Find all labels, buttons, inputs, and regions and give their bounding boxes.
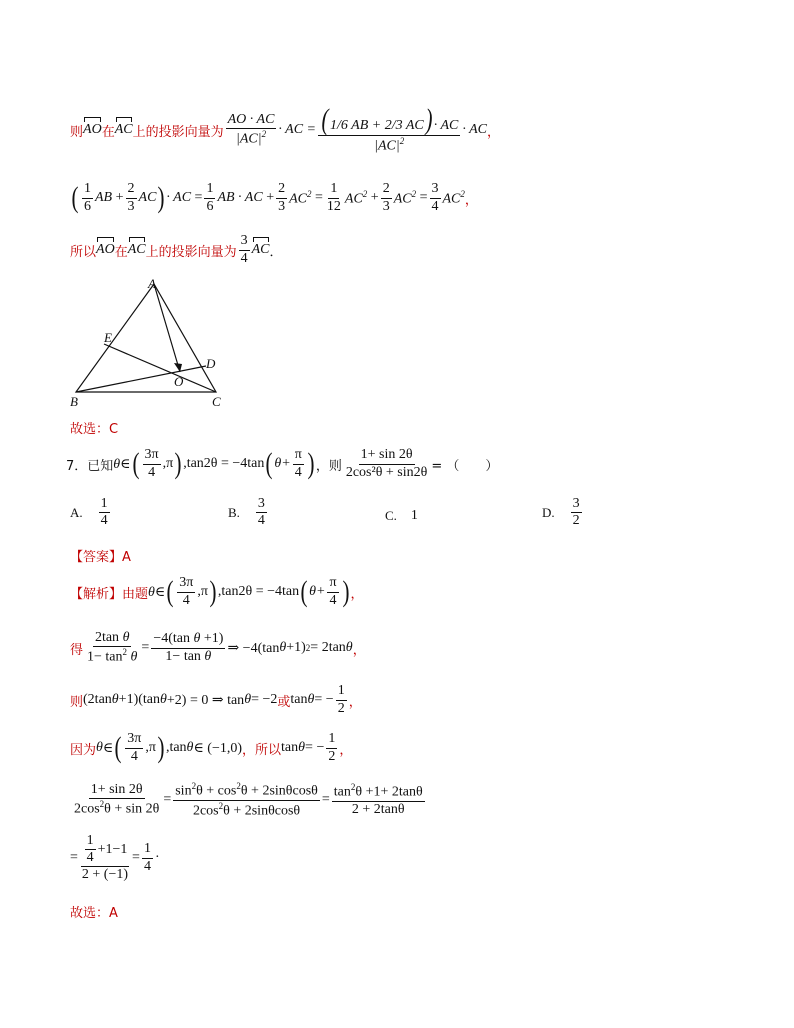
label-o: O [174, 374, 184, 389]
q7-blank: = （ ） [431, 458, 499, 474]
projection-prefix: 则 [70, 124, 84, 140]
conclusion-end: ． [269, 244, 283, 260]
q7-target-num: 1+ sin 2θ [359, 447, 415, 464]
q7-condition: θ∈ [113, 456, 131, 472]
label-d: D [206, 356, 216, 371]
analysis-line-4: 因为 θ ∈ ( $\frac{3\pi}{4}$ ,π ) ,tan θ ∈ (−1,0) ，所以 tan θ = − $\frac{1}{2}$ ， [70, 731, 353, 764]
analysis-tag: 【解析】由题 [70, 586, 149, 602]
label-a: A [148, 278, 156, 291]
option-d[interactable]: D. $\frac{3}{2}$ [542, 496, 580, 529]
coef-denominator: 4 [240, 250, 248, 266]
label-b: B [70, 394, 78, 409]
conclusion-post: 上的投影向量为 [145, 244, 237, 260]
q7-eq: ,tan2θ = −4tan [183, 456, 265, 471]
coef-numerator: 3 [239, 233, 250, 250]
projection-post: 上的投影向量为 [132, 124, 224, 140]
q7-pi-num: π [293, 447, 304, 464]
projection-end: ， [487, 124, 501, 140]
question-7: 7．已知 θ∈ ( $\frac{3\pi}{4}$ ,π ) ,tan2θ = −4tan ( θ+ $\frac{\pi}{4}$ ) ，则 $\frac{1+ \sin 2\theta}{\text{2cos²θ + sin2θ}}$ = （ ） [66, 447, 499, 480]
q7-theta-plus: θ+ [274, 456, 291, 471]
analysis-line-1: 【解析】由题 θ∈ ( $\frac{3\pi}{4}$ ,π ) ,tan2θ = −4tan ( θ+ $\frac{\pi}{4}$ ) ， [70, 575, 364, 608]
conclusion-vector-ac: AC [127, 242, 146, 257]
vector-ao: AO [83, 122, 102, 137]
projection-in: 在 [101, 124, 115, 140]
expansion-line: ( $\frac{1}{6}$ AB + $\frac{2}{3}$ AC ) · AC = $\frac{1}{6}$ AB · AC + $\frac{2}{3}$ $AC^2$ = $\frac{1}{12}$ $AC^2$ + $\frac{2}{3}$ $AC^2$ = $\frac{3}{4}$ $AC^2$ ， [71, 181, 478, 214]
label-e: E [104, 330, 112, 345]
analysis-line-2: 得 $\frac{\text{2tan θ}}{1- \tan^2 \theta}$ = $\frac{\text{−4(tan θ +1)}}{\text{1− tan θ}}$ ⇒ −4(tan θ +1) 2 = 2tan θ ， [70, 630, 366, 665]
segment-ec [104, 344, 216, 392]
q7-pi-den: 4 [294, 464, 302, 480]
projection-formula: $\frac{AO \cdot AC}{|AC|^2}$ · AC = $\frac{( 1/6 AB + 2/3 AC) \cdot AC}{|AC|^2}$ · AC [227, 103, 488, 154]
q7-frac-den: 4 [148, 464, 156, 480]
option-a[interactable]: A. $\frac{1}{4}$ [70, 496, 108, 529]
triangle-abc [76, 284, 216, 392]
conclusion-prefix: 所以 [70, 244, 97, 260]
analysis-line-5: $\frac{1+ \sin 2\theta}{2\cos^2\theta + \sin 2\theta}$ = $\frac{\sin^2\theta + \cos^2\theta + 2\sin\theta\cos\theta}{2\cos^2\theta + 2\sin\theta\cos\theta}$ = $\frac{\tan^2\theta +1+ 2\tan\theta}{2 + 2\tan\theta}$ [74, 780, 423, 819]
q7-number: 7．已知 [66, 458, 114, 474]
option-b[interactable]: B. $\frac{3}{4}$ [228, 496, 265, 529]
analysis-line-3: 则 (2tan θ +1)(tan θ +2) = 0 ⇒ tan θ = −2 或 tan θ = − $\frac{1}{2}$ ， [70, 683, 362, 716]
label-c: C [212, 394, 221, 409]
q7-pi: ,π [162, 456, 174, 471]
vector-ac: AC [114, 122, 133, 137]
projection-line [70, 100, 500, 160]
triangle-figure [66, 278, 236, 410]
expansion-end: ， [464, 192, 478, 208]
q7-frac-num: 3π [143, 447, 161, 464]
conclusion-vector-ao: AO [96, 242, 115, 257]
vector-ao-arrow [154, 284, 180, 372]
conclusion-in: 在 [114, 244, 128, 260]
analysis-line-6: = $\frac{1}{4}$ +1−1 2 + (−1) = $\frac{1}{4}$ · [70, 832, 160, 883]
answer-tag: 【答案】A [70, 550, 131, 565]
final-choice: 故选：A [70, 906, 118, 921]
option-c[interactable]: C. 1 [385, 508, 418, 523]
q7-target-den: 2cos²θ + sin2θ [345, 464, 428, 480]
conclusion-line: 所以 AO 在 AC 上的投影向量为 $\frac{3}{4}$ AC ． [70, 233, 283, 266]
answer6-choice: 故选：C [70, 422, 119, 437]
q7-then: ，则 [315, 458, 342, 474]
